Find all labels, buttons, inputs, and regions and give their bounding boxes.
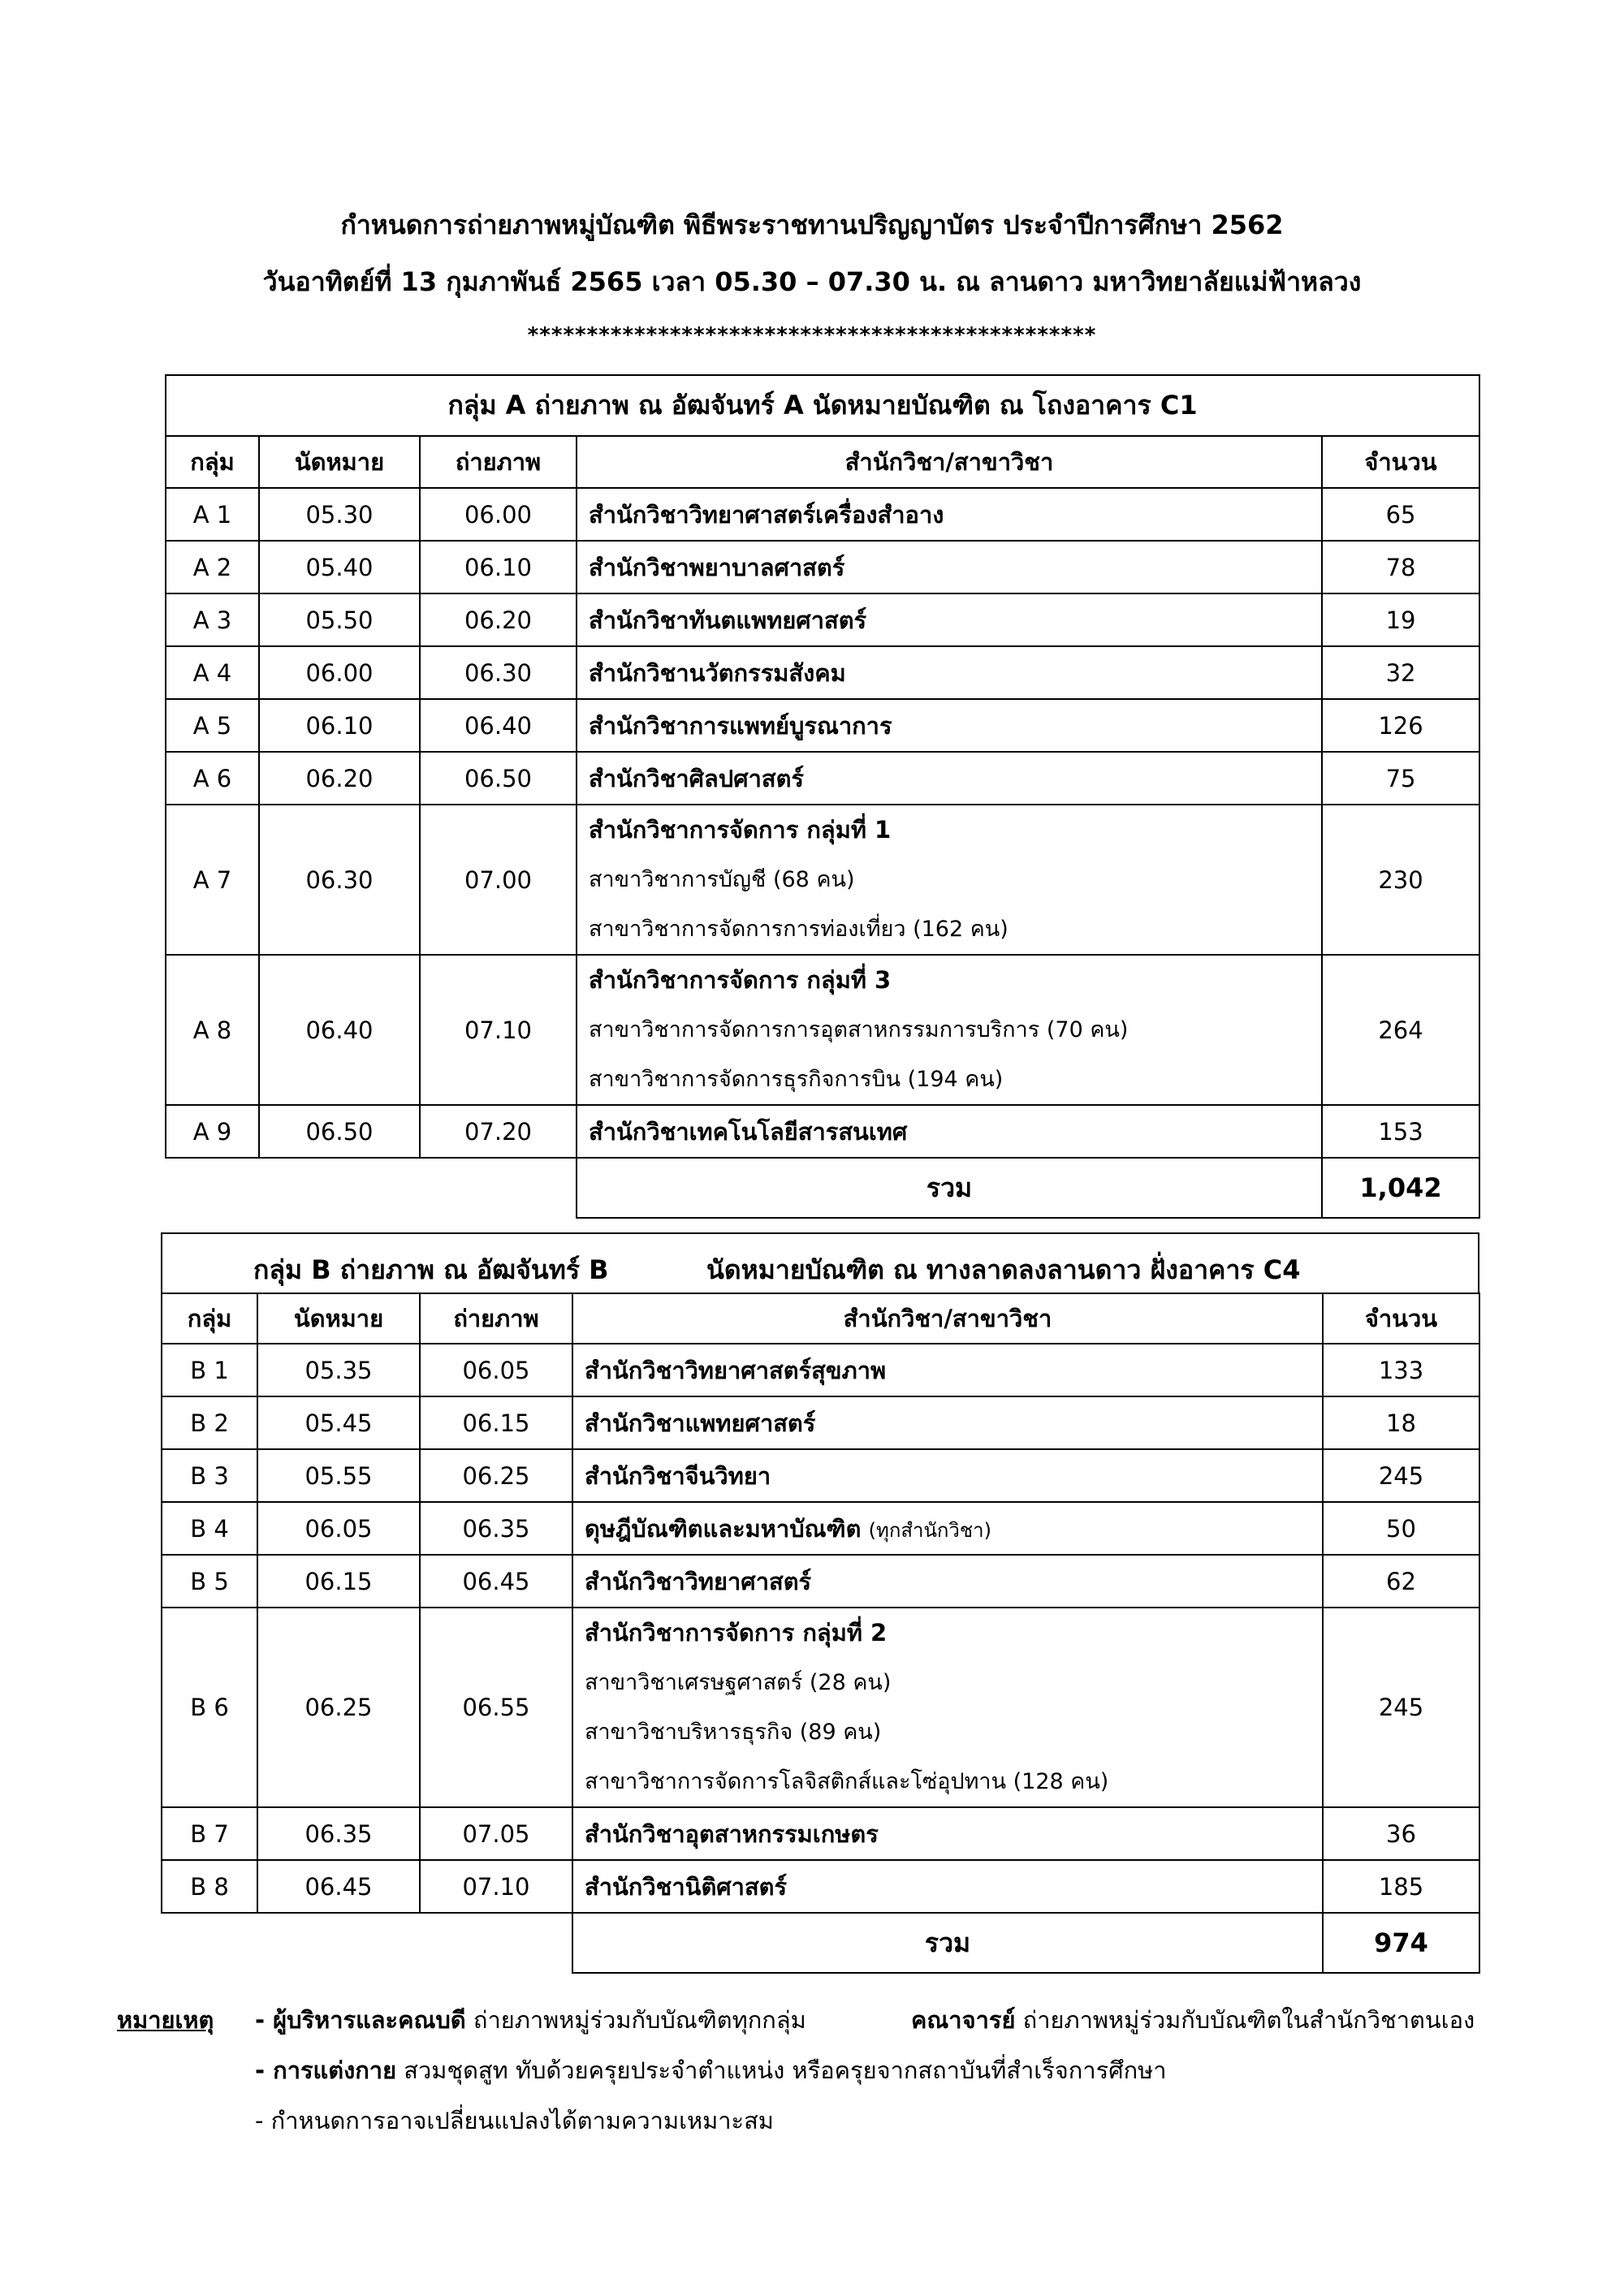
col-count: จำนวน bbox=[1322, 436, 1479, 488]
photo-time: 06.15 bbox=[420, 1396, 572, 1449]
photo-time: 06.40 bbox=[420, 699, 577, 752]
photo-time: 06.45 bbox=[420, 1555, 572, 1608]
remark-1b-text: ถ่ายภาพหมู่ร่วมกับบัณฑิตในสำนักวิชาตนเอง bbox=[1015, 2006, 1475, 2034]
meet-time: 05.50 bbox=[259, 593, 420, 646]
group-id: A 4 bbox=[166, 646, 259, 699]
meet-time: 05.55 bbox=[257, 1449, 420, 1502]
photo-time: 06.05 bbox=[420, 1344, 572, 1396]
remark-2-text: สวมชุดสูท ทับด้วยครุยประจำตำแหน่ง หรือครุยจากสถาบันที่สำเร็จการศึกษา bbox=[396, 2056, 1167, 2084]
remark-line-1 bbox=[255, 2001, 806, 2039]
remarks-label: หมายเหตุ bbox=[117, 2006, 214, 2034]
group-b-title bbox=[161, 1232, 1479, 1294]
meet-time: 06.10 bbox=[259, 699, 420, 752]
remark-line-2 bbox=[255, 2052, 1167, 2089]
count: 75 bbox=[1322, 752, 1479, 805]
total-count: 1,042 bbox=[1322, 1158, 1479, 1218]
photo-time: 06.35 bbox=[420, 1502, 572, 1555]
group-id: A 9 bbox=[166, 1105, 259, 1158]
col-meet: นัดหมาย bbox=[259, 436, 420, 488]
school-name: สำนักวิชาการแพทย์บูรณาการ bbox=[577, 699, 1322, 752]
count: 78 bbox=[1322, 541, 1479, 593]
school-name: สำนักวิชาการจัดการ กลุ่มที่ 3 bbox=[589, 966, 892, 994]
table-row bbox=[162, 1449, 1479, 1502]
major-line: สาขาวิชาการบัญชี (68 คน) bbox=[589, 867, 855, 892]
school-name: สำนักวิชาการจัดการ กลุ่มที่ 2 bbox=[585, 1619, 888, 1646]
count: 50 bbox=[1323, 1502, 1479, 1555]
meet-time: 06.45 bbox=[257, 1860, 420, 1913]
meet-time: 06.35 bbox=[257, 1807, 420, 1860]
remark-line-3 bbox=[255, 2102, 774, 2139]
table-row bbox=[162, 1396, 1479, 1449]
remark-1-text: ถ่ายภาพหมู่ร่วมกับบัณฑิตทุกกลุ่ม bbox=[465, 2006, 806, 2034]
group-id: A 8 bbox=[166, 955, 259, 1105]
total-label: รวม bbox=[577, 1158, 1322, 1218]
group-id: A 2 bbox=[166, 541, 259, 593]
group-a-column-header bbox=[166, 436, 1479, 488]
count: 153 bbox=[1322, 1105, 1479, 1158]
photo-time: 06.50 bbox=[420, 752, 577, 805]
meet-time: 05.40 bbox=[259, 541, 420, 593]
meet-time: 05.45 bbox=[257, 1396, 420, 1449]
photo-time: 07.20 bbox=[420, 1105, 577, 1158]
table-row bbox=[166, 646, 1479, 699]
remark-2-bold: - การแต่งกาย bbox=[255, 2056, 397, 2084]
table-row bbox=[166, 805, 1479, 955]
table-row bbox=[166, 541, 1479, 593]
meet-time: 06.15 bbox=[257, 1555, 420, 1608]
group-id: B 1 bbox=[162, 1344, 257, 1396]
count: 185 bbox=[1323, 1860, 1479, 1913]
meet-time: 06.50 bbox=[259, 1105, 420, 1158]
col-school: สำนักวิชา/สาขาวิชา bbox=[572, 1293, 1323, 1344]
group-id: B 8 bbox=[162, 1860, 257, 1913]
group-id: B 2 bbox=[162, 1396, 257, 1449]
major-line: สาขาวิชาการจัดการการท่องเที่ยว (162 คน) bbox=[589, 917, 1009, 942]
table-row bbox=[166, 1105, 1479, 1158]
table-row bbox=[166, 593, 1479, 646]
major-line: สาขาวิชาการจัดการธุรกิจการบิน (194 คน) bbox=[589, 1067, 1004, 1092]
school-name: สำนักวิชานิติศาสตร์ bbox=[572, 1860, 1323, 1913]
school-cell bbox=[572, 1608, 1323, 1807]
meet-time: 06.20 bbox=[259, 752, 420, 805]
remark-3-text: - กำหนดการอาจเปลี่ยนแปลงได้ตามความเหมาะสม bbox=[255, 2107, 774, 2134]
photo-time: 06.20 bbox=[420, 593, 577, 646]
school-name: สำนักวิชาศิลปศาสตร์ bbox=[577, 752, 1322, 805]
meet-time: 06.25 bbox=[257, 1608, 420, 1807]
group-id: A 6 bbox=[166, 752, 259, 805]
school-name: สำนักวิชาการจัดการ กลุ่มที่ 1 bbox=[589, 816, 892, 844]
meet-time: 06.40 bbox=[259, 955, 420, 1105]
group-id: A 5 bbox=[166, 699, 259, 752]
photo-time: 07.05 bbox=[420, 1807, 572, 1860]
document-subtitle: วันอาทิตย์ที่ 13 กุมภาพันธ์ 2565 เวลา 05.30 – 07.30 น. ณ ลานดาว มหาวิทยาลัยแม่ฟ้าหลวง bbox=[262, 266, 1362, 297]
school-name: สำนักวิชาทันตแพทยศาสตร์ bbox=[577, 593, 1322, 646]
school-name: สำนักวิชาจีนวิทยา bbox=[572, 1449, 1323, 1502]
meet-time: 06.05 bbox=[257, 1502, 420, 1555]
group-id: A 7 bbox=[166, 805, 259, 955]
school-name: สำนักวิชาอุตสาหกรรมเกษตร bbox=[572, 1807, 1323, 1860]
group-b-title-right: นัดหมายบัณฑิต ณ ทางลาดลงลานดาว ฝั่งอาคาร C4 bbox=[706, 1254, 1301, 1285]
photo-time: 07.00 bbox=[420, 805, 577, 955]
table-row bbox=[166, 955, 1479, 1105]
count: 32 bbox=[1322, 646, 1479, 699]
col-meet: นัดหมาย bbox=[257, 1293, 420, 1344]
photo-time: 06.30 bbox=[420, 646, 577, 699]
school-name: สำนักวิชาวิทยาศาสตร์สุขภาพ bbox=[572, 1344, 1323, 1396]
count: 18 bbox=[1323, 1396, 1479, 1449]
school-name: สำนักวิชาวิทยาศาสตร์ bbox=[572, 1555, 1323, 1608]
col-group: กลุ่ม bbox=[166, 436, 259, 488]
school-cell bbox=[577, 955, 1322, 1105]
table-row bbox=[166, 752, 1479, 805]
document-title: กำหนดการถ่ายภาพหมู่บัณฑิต พิธีพระราชทานปริญญาบัตร ประจำปีการศึกษา 2562 bbox=[340, 209, 1284, 240]
school-name: สำนักวิชาแพทยศาสตร์ bbox=[572, 1396, 1323, 1449]
group-b-table bbox=[161, 1293, 1480, 1974]
col-count: จำนวน bbox=[1323, 1293, 1479, 1344]
table-row bbox=[166, 699, 1479, 752]
table-row bbox=[162, 1344, 1479, 1396]
total-row bbox=[162, 1913, 1479, 1973]
major-line: สาขาวิชาบริหารธุรกิจ (89 คน) bbox=[585, 1720, 882, 1745]
photo-time: 06.55 bbox=[420, 1608, 572, 1807]
count: 230 bbox=[1322, 805, 1479, 955]
group-a-title: กลุ่ม A ถ่ายภาพ ณ อัฒจันทร์ A นัดหมายบัณฑิต ณ โถงอาคาร C1 bbox=[166, 375, 1479, 436]
total-count: 974 bbox=[1323, 1913, 1479, 1973]
col-photo: ถ่ายภาพ bbox=[420, 436, 577, 488]
group-id: B 7 bbox=[162, 1807, 257, 1860]
meet-time: 06.30 bbox=[259, 805, 420, 955]
count: 264 bbox=[1322, 955, 1479, 1105]
table-row bbox=[162, 1860, 1479, 1913]
photo-time: 06.10 bbox=[420, 541, 577, 593]
star-divider: ************************************************ bbox=[527, 323, 1097, 347]
school-name: สำนักวิชาเทคโนโลยีสารสนเทศ bbox=[577, 1105, 1322, 1158]
count: 36 bbox=[1323, 1807, 1479, 1860]
school-note: (ทุกสำนักวิชา) bbox=[868, 1518, 992, 1542]
total-row bbox=[166, 1158, 1479, 1218]
meet-time: 05.30 bbox=[259, 488, 420, 541]
photo-time: 07.10 bbox=[420, 955, 577, 1105]
count: 65 bbox=[1322, 488, 1479, 541]
group-id: B 3 bbox=[162, 1449, 257, 1502]
table-row bbox=[166, 488, 1479, 541]
photo-time: 06.00 bbox=[420, 488, 577, 541]
count: 133 bbox=[1323, 1344, 1479, 1396]
count: 245 bbox=[1323, 1608, 1479, 1807]
school-name: สำนักวิชาพยาบาลศาสตร์ bbox=[577, 541, 1322, 593]
school-name: สำนักวิชานวัตกรรมสังคม bbox=[577, 646, 1322, 699]
meet-time: 05.35 bbox=[257, 1344, 420, 1396]
count: 19 bbox=[1322, 593, 1479, 646]
group-a-table bbox=[165, 374, 1480, 1219]
group-b-title-left: กลุ่ม B ถ่ายภาพ ณ อัฒจันทร์ B bbox=[253, 1254, 609, 1285]
table-row bbox=[162, 1555, 1479, 1608]
group-id: B 4 bbox=[162, 1502, 257, 1555]
photo-time: 07.10 bbox=[420, 1860, 572, 1913]
count: 245 bbox=[1323, 1449, 1479, 1502]
photo-time: 06.25 bbox=[420, 1449, 572, 1502]
remark-1b-bold: คณาจารย์ bbox=[911, 2006, 1016, 2034]
count: 126 bbox=[1322, 699, 1479, 752]
table-row bbox=[162, 1502, 1479, 1555]
col-photo: ถ่ายภาพ bbox=[420, 1293, 572, 1344]
total-label: รวม bbox=[572, 1913, 1323, 1973]
meet-time: 06.00 bbox=[259, 646, 420, 699]
count: 62 bbox=[1323, 1555, 1479, 1608]
group-id: A 1 bbox=[166, 488, 259, 541]
table-row bbox=[162, 1807, 1479, 1860]
table-row bbox=[162, 1608, 1479, 1807]
major-line: สาขาวิชาการจัดการโลจิสติกส์และโซ่อุปทาน (128 คน) bbox=[585, 1769, 1109, 1794]
group-id: B 5 bbox=[162, 1555, 257, 1608]
remark-line-1b bbox=[911, 2001, 1475, 2039]
school-name: ดุษฎีบัณฑิตและมหาบัณฑิต bbox=[585, 1514, 862, 1543]
school-name: สำนักวิชาวิทยาศาสตร์เครื่องสำอาง bbox=[577, 488, 1322, 541]
col-school: สำนักวิชา/สาขาวิชา bbox=[577, 436, 1322, 488]
group-b-column-header bbox=[162, 1293, 1479, 1344]
group-id: B 6 bbox=[162, 1608, 257, 1807]
col-group: กลุ่ม bbox=[162, 1293, 257, 1344]
remark-1-bold: - ผู้บริหารและคณบดี bbox=[255, 2006, 466, 2034]
group-id: A 3 bbox=[166, 593, 259, 646]
school-cell bbox=[577, 805, 1322, 955]
major-line: สาขาวิชาเศรษฐศาสตร์ (28 คน) bbox=[585, 1670, 892, 1695]
school-cell bbox=[572, 1502, 1323, 1555]
major-line: สาขาวิชาการจัดการการอุตสาหกรรมการบริการ (70 คน) bbox=[589, 1017, 1129, 1042]
